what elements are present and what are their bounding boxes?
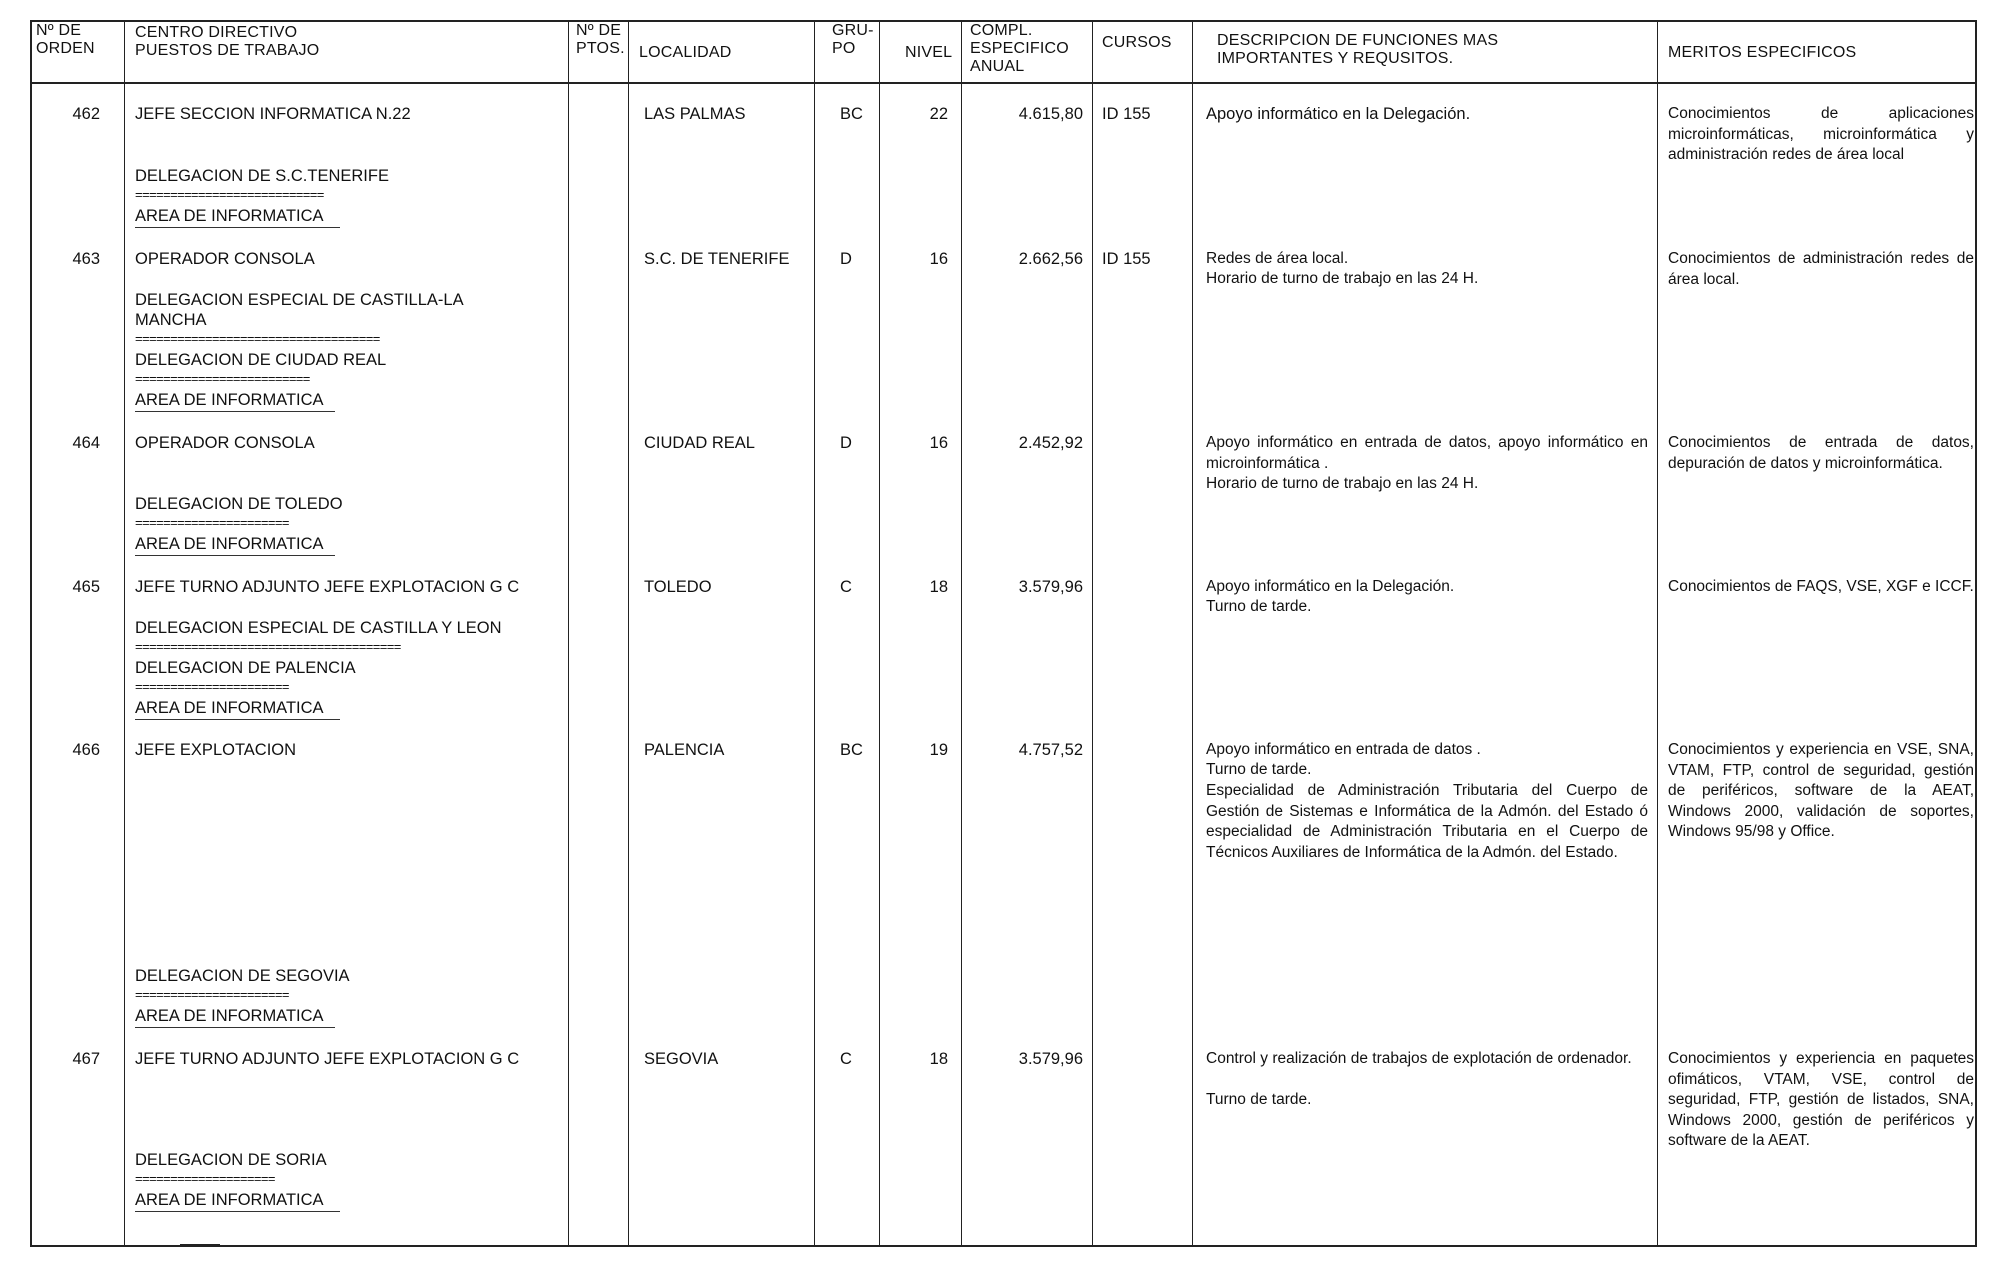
row-467-compl: 3.579,96 xyxy=(1018,1050,1083,1068)
row-462-nivel: 22 xyxy=(929,105,948,123)
row-462-compl: 4.615,80 xyxy=(1018,105,1083,123)
row-467-orden: 467 xyxy=(72,1050,100,1068)
section-double-rule: ====================== xyxy=(135,515,289,530)
section-delegacion: DELEGACION DE S.C.TENERIFE xyxy=(135,167,389,185)
row-465-puesto: JEFE TURNO ADJUNTO JEFE EXPLOTACION G C xyxy=(135,578,520,596)
row-467-meritos: Conocimientos y experiencia en paquetes ofimáticos, VTAM, VSE, control de seguridad, FTP, gestión de listados, SNA, Windows 2000, gestión de periféricos y software de la AEAT. xyxy=(1668,1050,1974,1150)
section-double-rule: =================================== xyxy=(135,331,380,346)
row-463-cursos: ID 155 xyxy=(1102,250,1151,268)
section-delegacion: DELEGACION DE TOLEDO xyxy=(135,495,343,513)
row-466-meritos: Conocimientos y experiencia en VSE, SNA, VTAM, FTP, control de seguridad, gestión de periféricos, software de la AEAT, Windows 2000, validación de soportes, Windows 95/98 y Office. xyxy=(1668,741,1974,841)
row-462-localidad: LAS PALMAS xyxy=(644,105,746,123)
row-463-nivel: 16 xyxy=(929,250,948,268)
row-462-cursos: ID 155 xyxy=(1102,105,1151,123)
header-meritos: MERITOS ESPECIFICOS xyxy=(1668,44,1857,61)
row-462-meritos: Conocimientos de aplicaciones microinformáticas, microinformática y administración redes de área local xyxy=(1668,105,1974,164)
row-464-nivel: 16 xyxy=(929,434,948,452)
header-descripcion: DESCRIPCION DE FUNCIONES MAS IMPORTANTES Y REQUSITOS. xyxy=(1217,32,1499,67)
row-467-nivel: 18 xyxy=(929,1050,948,1068)
header-compl: COMPL. ESPECIFICO ANUAL xyxy=(970,22,1069,75)
section-underline xyxy=(135,411,335,412)
row-463-descripcion: Redes de área local. Horario de turno de trabajo en las 24 H. xyxy=(1206,250,1479,287)
header-nivel: NIVEL xyxy=(905,44,953,61)
row-464-descripcion: Apoyo informático en entrada de datos, apoyo informático en microinformática . xyxy=(1206,434,1648,472)
row-465-grupo: C xyxy=(840,578,852,596)
row-463-grupo: D xyxy=(840,250,852,268)
section-double-rule: ====================== xyxy=(135,987,289,1002)
column-divider xyxy=(814,22,815,1245)
section-underline xyxy=(135,555,335,556)
row-464-compl: 2.452,92 xyxy=(1018,434,1083,452)
column-divider xyxy=(568,22,569,1245)
column-divider xyxy=(1657,22,1658,1245)
row-466-especialidad: Especialidad de Administración Tributaria del Cuerpo de Gestión de Sistemas e Informática de la Admón. del Estado ó especialidad de Administración Tributaria en el Cuerpo de Técnicos Auxiliares de Informática de la Admón. del Estado. xyxy=(1206,782,1648,861)
section-double-rule: ==================== xyxy=(135,1171,275,1186)
column-divider xyxy=(879,22,880,1245)
row-467-turno: Turno de tarde. xyxy=(1206,1091,1312,1108)
row-467-grupo: C xyxy=(840,1050,852,1068)
header-ptos: Nº DE PTOS. xyxy=(576,22,625,57)
row-466-compl: 4.757,52 xyxy=(1018,741,1083,759)
section-area: AREA DE INFORMATICA xyxy=(135,391,324,409)
row-462-grupo: BC xyxy=(840,105,863,123)
section-area: AREA DE INFORMATICA xyxy=(135,207,324,225)
row-462-descripcion: Apoyo informático en la Delegación. xyxy=(1206,105,1471,123)
header-orden: Nº DE ORDEN xyxy=(36,22,95,57)
header-localidad: LOCALIDAD xyxy=(639,44,732,61)
section-delegacion: DELEGACION DE PALENCIA xyxy=(135,659,356,677)
header-centro: CENTRO DIRECTIVO PUESTOS DE TRABAJO xyxy=(135,24,320,59)
row-466-grupo: BC xyxy=(840,741,863,759)
row-464-localidad: CIUDAD REAL xyxy=(644,434,755,452)
section-delegacion-especial: DELEGACION ESPECIAL DE CASTILLA Y LEON xyxy=(135,619,502,637)
row-463-meritos: Conocimientos de administración redes de área local. xyxy=(1668,250,1974,288)
row-463-compl: 2.662,56 xyxy=(1018,250,1083,268)
section-area: AREA DE INFORMATICA xyxy=(135,1191,324,1209)
section-area: AREA DE INFORMATICA xyxy=(135,535,324,553)
page-edge-mark xyxy=(180,1244,220,1246)
section-underline xyxy=(135,1027,335,1028)
column-divider xyxy=(1192,22,1193,1245)
header-cursos: CURSOS xyxy=(1102,34,1172,51)
row-467-puesto: JEFE TURNO ADJUNTO JEFE EXPLOTACION G C xyxy=(135,1050,520,1068)
row-464-grupo: D xyxy=(840,434,852,452)
section-underline xyxy=(135,1211,340,1212)
row-466-puesto: JEFE EXPLOTACION xyxy=(135,741,297,759)
document-table xyxy=(30,20,1977,1247)
section-double-rule: ====================================== xyxy=(135,639,401,654)
section-double-rule: ====================== xyxy=(135,679,289,694)
row-462-orden: 462 xyxy=(72,105,100,123)
row-465-localidad: TOLEDO xyxy=(644,578,712,596)
row-467-localidad: SEGOVIA xyxy=(644,1050,719,1068)
column-divider xyxy=(1092,22,1093,1245)
row-463-puesto: OPERADOR CONSOLA xyxy=(135,250,315,268)
header-grupo: GRU- PO xyxy=(832,22,874,57)
row-462-puesto: JEFE SECCION INFORMATICA N.22 xyxy=(135,105,411,123)
row-464-descripcion-horario: Horario de turno de trabajo en las 24 H. xyxy=(1206,475,1479,492)
column-divider xyxy=(628,22,629,1245)
row-465-compl: 3.579,96 xyxy=(1018,578,1083,596)
row-465-nivel: 18 xyxy=(929,578,948,596)
section-underline xyxy=(135,719,340,720)
row-467-descripcion: Control y realización de trabajos de explotación de ordenador. xyxy=(1206,1050,1632,1067)
section-double-rule: =========================== xyxy=(135,187,324,202)
section-delegacion: DELEGACION DE SORIA xyxy=(135,1151,327,1169)
row-463-orden: 463 xyxy=(72,250,100,268)
section-area: AREA DE INFORMATICA xyxy=(135,699,324,717)
section-double-rule: ========================= xyxy=(135,371,310,386)
column-divider xyxy=(124,22,125,1245)
row-463-localidad: S.C. DE TENERIFE xyxy=(644,250,790,268)
row-466-orden: 466 xyxy=(72,741,100,759)
row-464-orden: 464 xyxy=(72,434,100,452)
row-465-meritos: Conocimientos de FAQS, VSE, XGF e ICCF. xyxy=(1668,578,1974,595)
row-464-meritos: Conocimientos de entrada de datos, depuración de datos y microinformática. xyxy=(1668,434,1974,472)
section-underline xyxy=(135,227,340,228)
row-466-localidad: PALENCIA xyxy=(644,741,725,759)
row-464-puesto: OPERADOR CONSOLA xyxy=(135,434,315,452)
section-area: AREA DE INFORMATICA xyxy=(135,1007,324,1025)
row-466-nivel: 19 xyxy=(929,741,948,759)
header-divider xyxy=(32,82,1975,84)
section-delegacion: DELEGACION DE CIUDAD REAL xyxy=(135,351,387,369)
row-465-descripcion: Apoyo informático en la Delegación. Turno de tarde. xyxy=(1206,578,1455,615)
section-delegacion-especial: DELEGACION ESPECIAL DE CASTILLA-LA MANCHA xyxy=(135,291,464,329)
row-465-orden: 465 xyxy=(72,578,100,596)
row-466-descripcion: Apoyo informático en entrada de datos . Turno de tarde. xyxy=(1206,741,1481,778)
section-delegacion: DELEGACION DE SEGOVIA xyxy=(135,967,350,985)
